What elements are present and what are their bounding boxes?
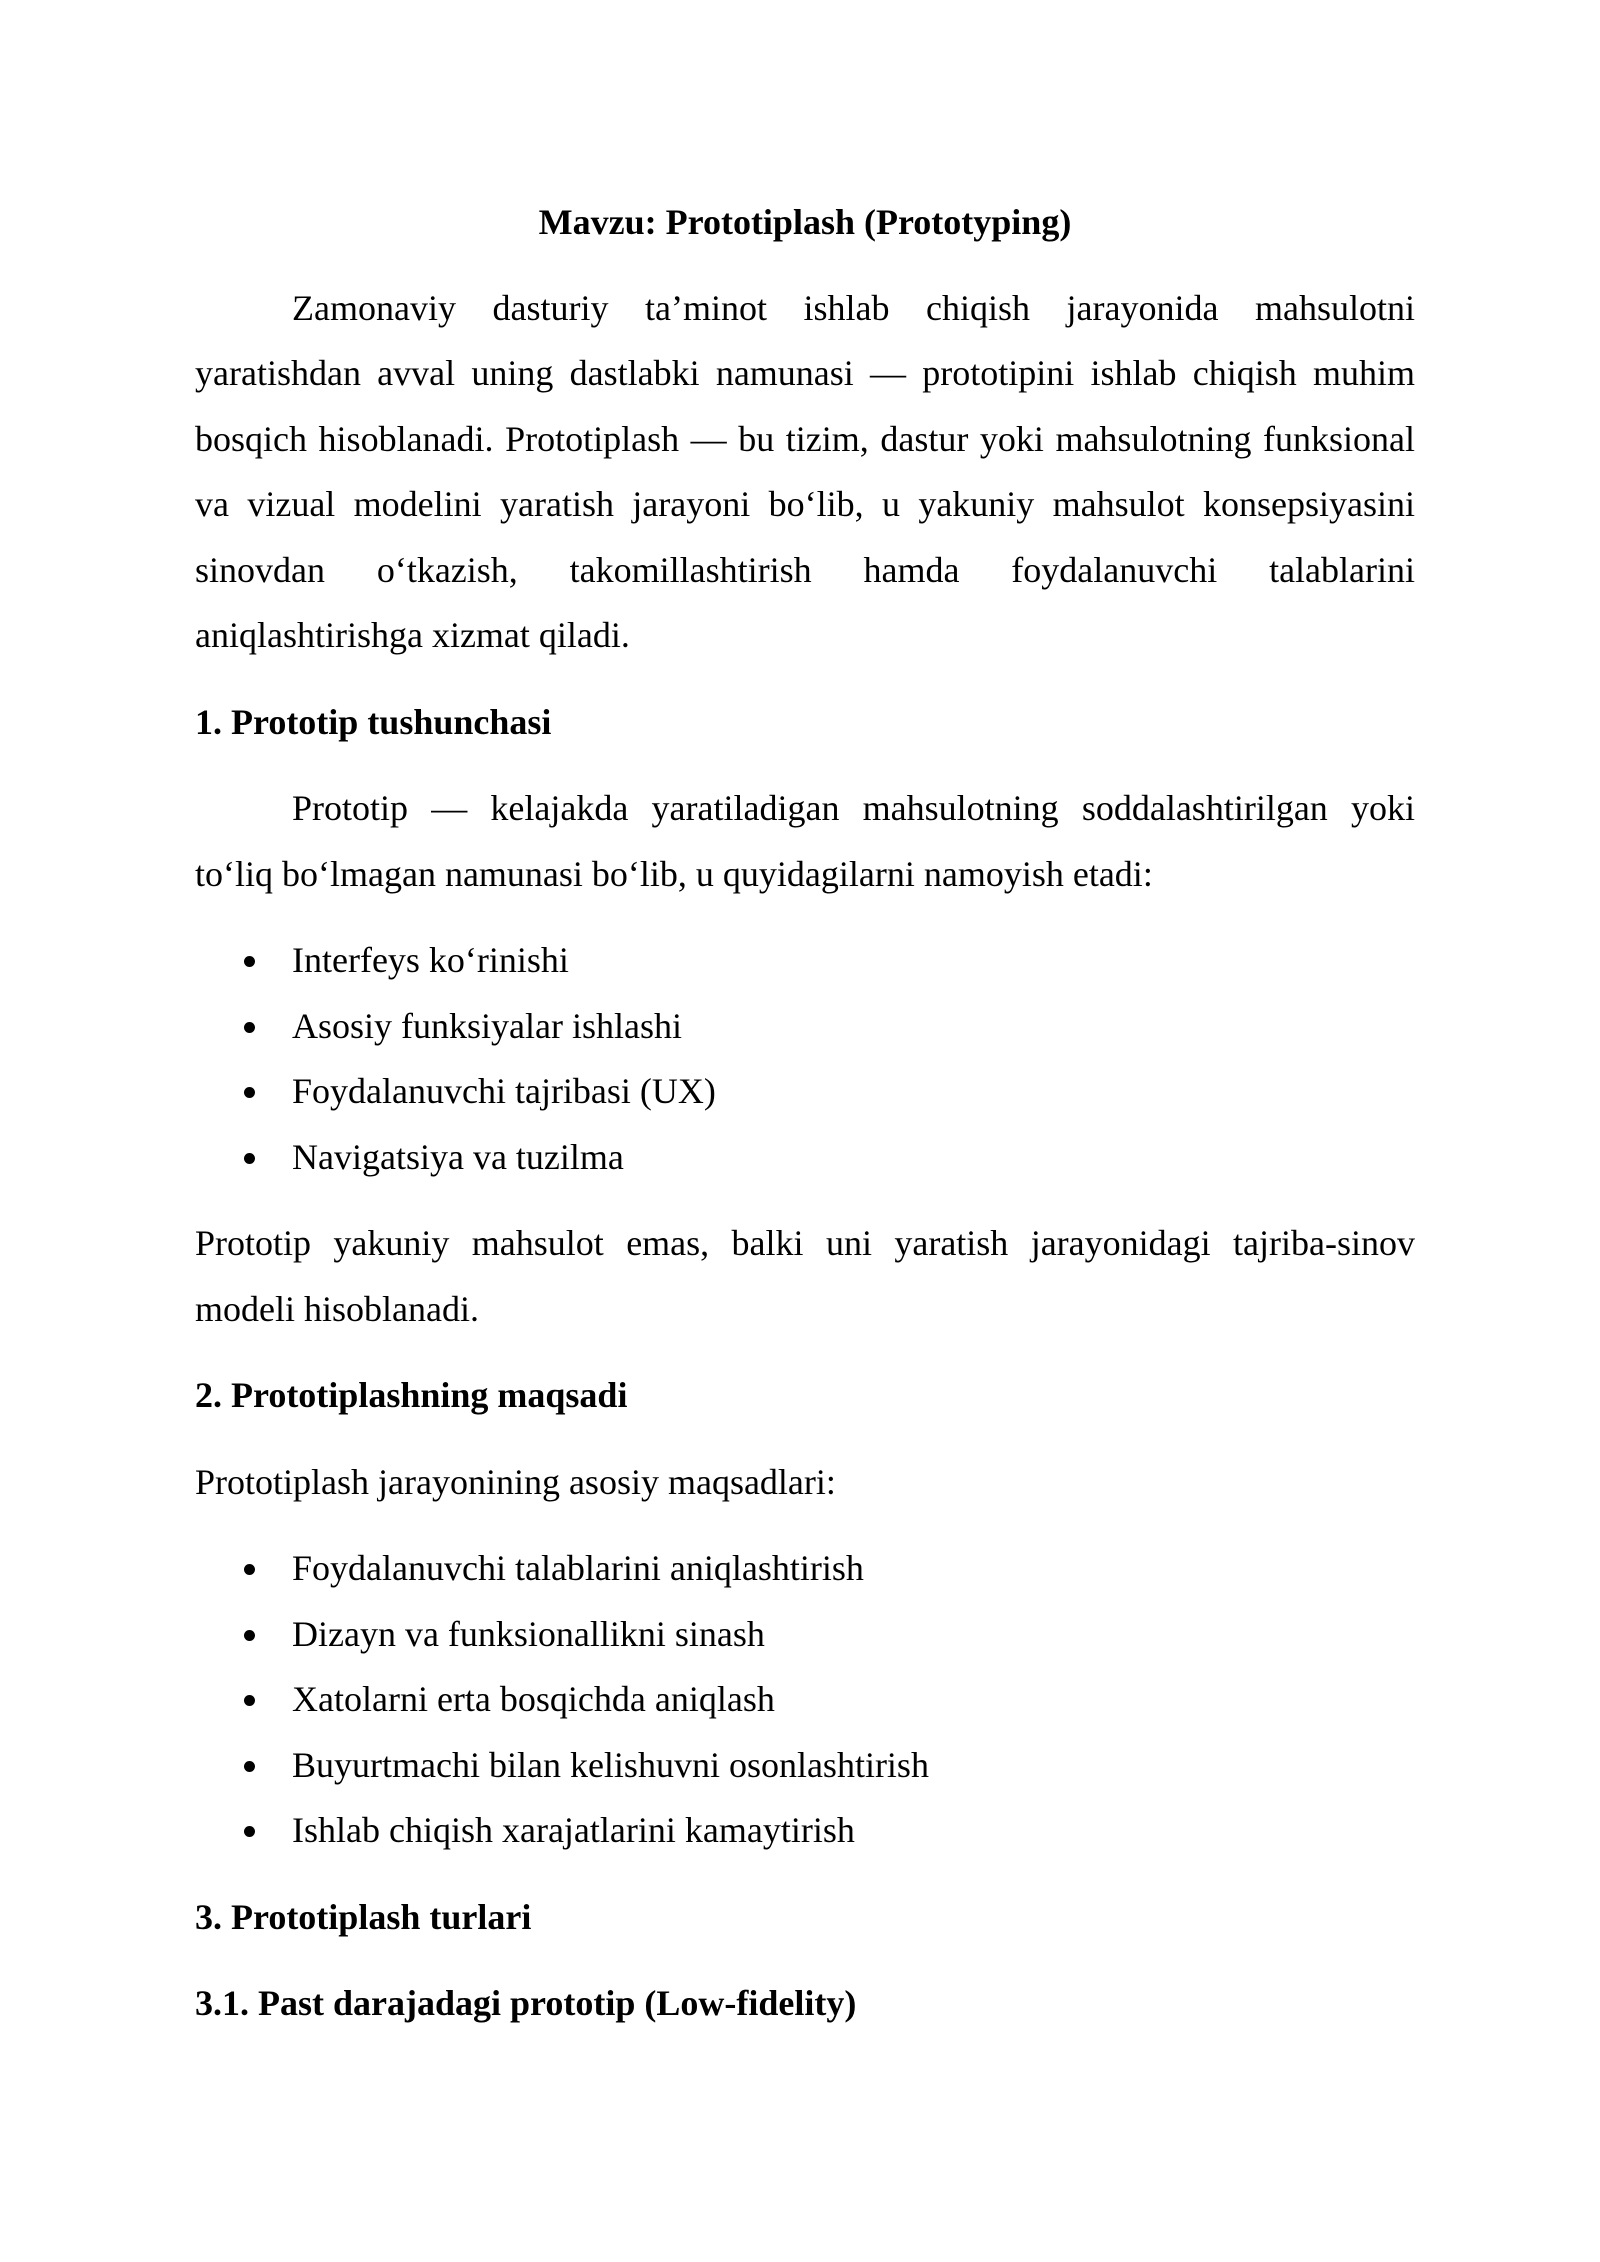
bullet-icon xyxy=(244,1826,255,1837)
section-3-1-subheading: 3.1. Past darajadagi prototip (Low-fidelity) xyxy=(195,1983,857,2023)
list-item-text: Interfeys ko‘rinishi xyxy=(292,940,569,980)
section-2-bullet-list xyxy=(195,1536,1415,1864)
section-2-paragraph: Prototiplash jarayonining asosiy maqsadlari: xyxy=(195,1461,836,1502)
list-item xyxy=(195,928,1415,994)
list-item-text: Navigatsiya va tuzilma xyxy=(292,1136,624,1177)
list-item-text: Dizayn va funksionallikni sinash xyxy=(292,1613,765,1654)
bullet-icon xyxy=(244,956,255,967)
list-item xyxy=(195,1667,1415,1733)
bullet-icon xyxy=(244,1761,255,1772)
section-1-conclusion: Prototip yakuniy mahsulot emas, balki uni yaratish jarayonidagi tajriba-sinov modeli hisoblanadi. xyxy=(195,1223,1415,1329)
section-2-heading: 2. Prototiplashning maqsadi xyxy=(195,1375,628,1415)
section-1-paragraph: Prototip — kelajakda yaratiladigan mahsulotning soddalashtirilgan yoki to‘liq bo‘lmagan namunasi bo‘lib, u quyidagilarni namoyish etadi: xyxy=(195,788,1415,894)
section-3-heading: 3. Prototiplash turlari xyxy=(195,1896,532,1937)
bullet-icon xyxy=(244,1022,255,1033)
list-item xyxy=(195,1798,1415,1864)
list-item-text: Foydalanuvchi tajribasi (UX) xyxy=(292,1071,716,1111)
intro-paragraph: Zamonaviy dasturiy ta’minot ishlab chiqish jarayonida mahsulotni yaratishdan avval uning dastlabki namunasi — prototipini ishlab chiqish muhim bosqich hisoblanadi. Prototiplash — bu tizim, dastur yoki mahsulotning funksional va vizual modelini yaratish jarayoni bo‘lib, u yakuniy mahsulot konsepsiyasini sinovdan o‘tkazish, takomillashtirish hamda foydalanuvchi talablarini aniqlashtirishga xizmat qiladi. xyxy=(195,287,1415,655)
list-item xyxy=(195,1059,1415,1125)
bullet-icon xyxy=(244,1630,255,1641)
bullet-icon xyxy=(244,1153,255,1164)
list-item xyxy=(195,1602,1415,1668)
section-1-bullet-list xyxy=(195,928,1415,1190)
section-1-heading: 1. Prototip tushunchasi xyxy=(195,701,552,742)
bullet-icon xyxy=(244,1564,255,1575)
list-item xyxy=(195,1125,1415,1191)
list-item xyxy=(195,1536,1415,1602)
list-item-text: Asosiy funksiyalar ishlashi xyxy=(292,1005,682,1046)
bullet-icon xyxy=(244,1087,255,1098)
list-item-text: Xatolarni erta bosqichda aniqlash xyxy=(292,1679,775,1719)
list-item-text: Foydalanuvchi talablarini aniqlashtirish xyxy=(292,1548,864,1588)
document-title: Mavzu: Prototiplash (Prototyping) xyxy=(538,202,1072,242)
list-item xyxy=(195,994,1415,1060)
document-page xyxy=(195,190,1415,2058)
list-item-text: Buyurtmachi bilan kelishuvni osonlashtirish xyxy=(292,1744,929,1785)
bullet-icon xyxy=(244,1695,255,1706)
list-item-text: Ishlab chiqish xarajatlarini kamaytirish xyxy=(292,1810,855,1850)
list-item xyxy=(195,1733,1415,1799)
